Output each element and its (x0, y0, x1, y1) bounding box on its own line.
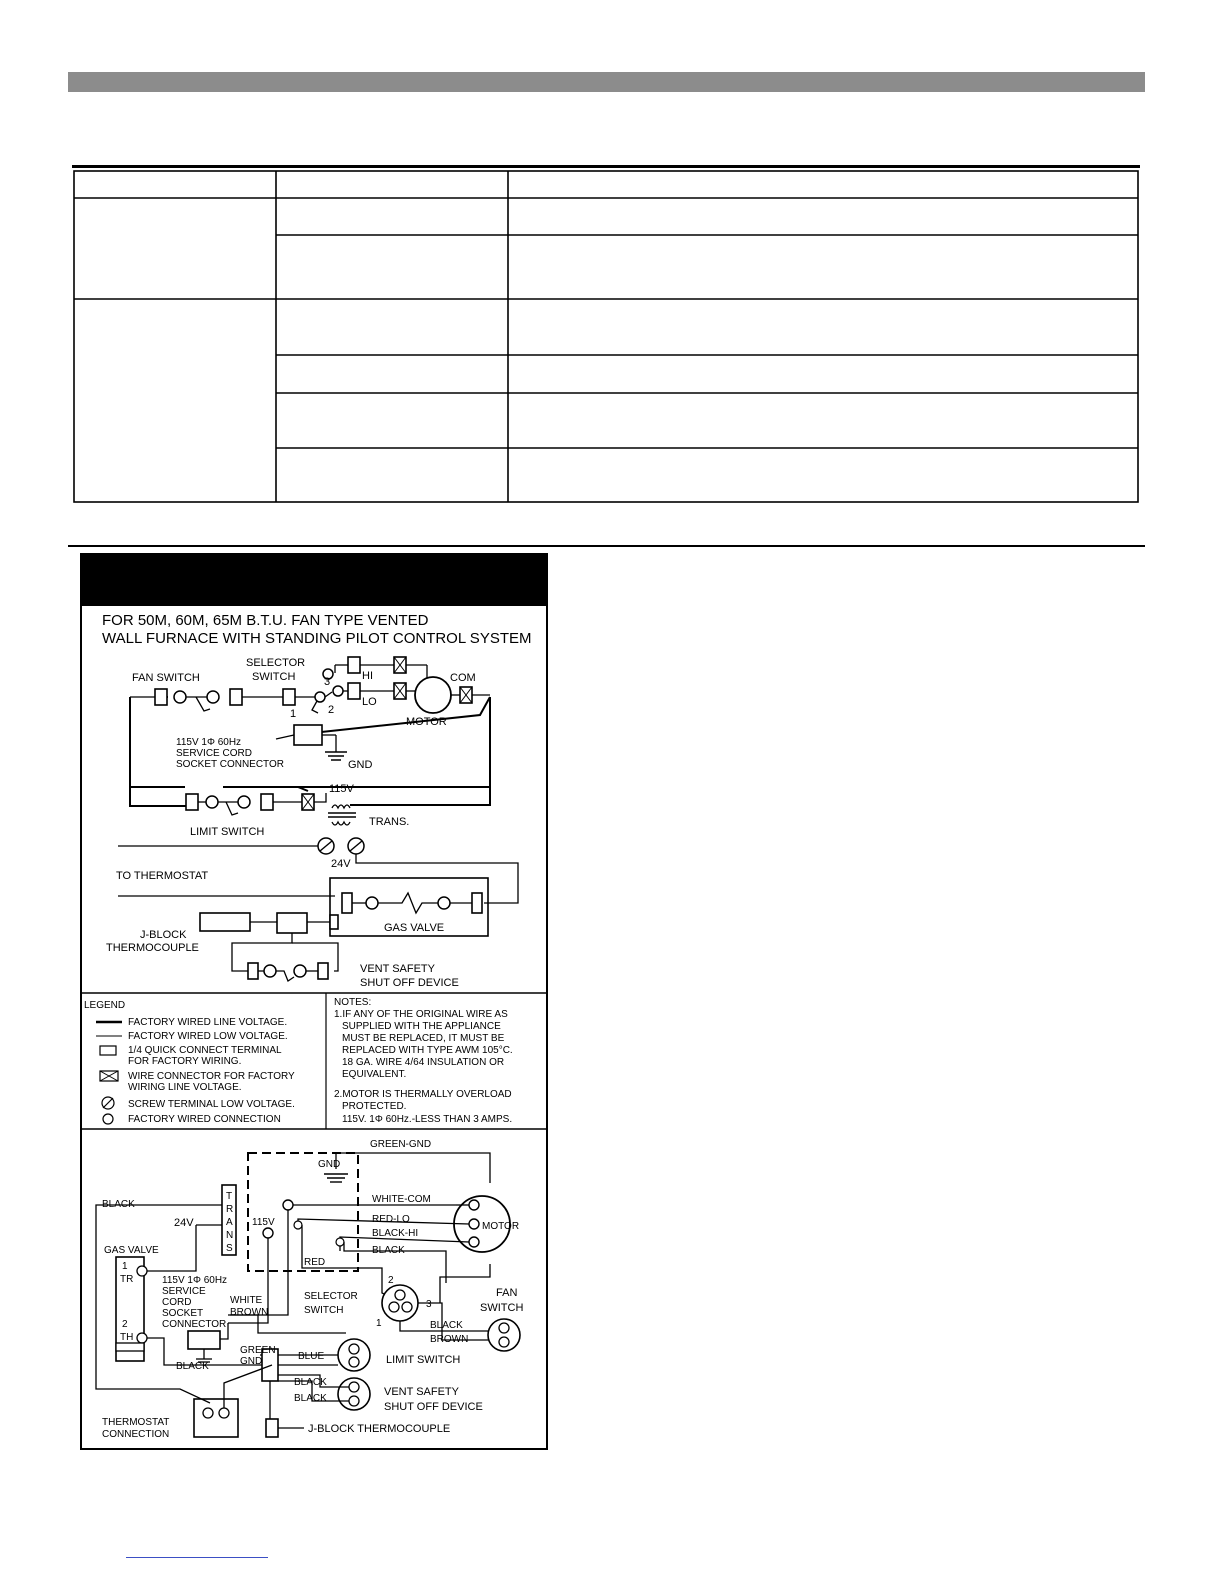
legend-item-screw-terminal: SCREW TERMINAL LOW VOLTAGE. (128, 1099, 295, 1110)
gas-valve-label: GAS VALVE (384, 922, 445, 934)
ladder-jblock-label: J-BLOCK THERMOCOUPLE (308, 1423, 451, 1435)
tr-num: 1 (122, 1261, 128, 1272)
limit-switch-label: LIMIT SWITCH (190, 826, 265, 838)
selector-pos-1: 1 (290, 708, 297, 720)
ladder-thermostat-2: CONNECTION (102, 1429, 170, 1440)
ladder-cord-2: SERVICE (162, 1286, 206, 1297)
ladder-black-label: BLACK (102, 1199, 135, 1210)
cord-label-2: SERVICE CORD (176, 748, 252, 759)
vent-label-2: SHUT OFF DEVICE (360, 977, 459, 989)
header-bar (68, 72, 1145, 92)
diagram-title-band (80, 553, 548, 606)
ladder-fan-2: SWITCH (480, 1302, 524, 1314)
white-com-label: WHITE-COM (372, 1194, 431, 1205)
note-line-1: 1.IF ANY OF THE ORIGINAL WIRE AS (334, 1009, 508, 1020)
ladder-black-5-label: BLACK (294, 1377, 327, 1388)
ladder-cord-1: 115V 1Φ 60Hz (162, 1275, 228, 1286)
ladder-vent-1: VENT SAFETY (384, 1386, 459, 1398)
legend (84, 1000, 295, 1125)
trans-letter-a: A (226, 1217, 233, 1228)
ladder-blue-label: BLUE (298, 1351, 325, 1362)
ladder-limit-switch-label: LIMIT SWITCH (386, 1354, 461, 1366)
wiring-diagram-panel (80, 553, 548, 1450)
ladder-labels (102, 1139, 523, 1440)
legend-title: LEGEND (84, 1000, 126, 1011)
diagram-title-line-2: WALL FURNACE WITH STANDING PILOT CONTROL SYSTEM (102, 630, 532, 647)
ladder-115v-label: 115V (252, 1217, 275, 1228)
ladder-selector-1: SELECTOR (304, 1291, 358, 1302)
trans-label: TRANS. (369, 816, 410, 828)
ladder-thermostat-1: THERMOSTAT (102, 1417, 170, 1428)
ladder-pos-1: 1 (376, 1318, 382, 1329)
ladder-white-label: WHITE (230, 1295, 263, 1306)
legend-item-line-voltage: FACTORY WIRED LINE VOLTAGE. (128, 1017, 288, 1028)
ladder-green-label: GREEN (240, 1345, 276, 1356)
legend-item-quick-connect: 1/4 QUICK CONNECT TERMINAL (128, 1045, 282, 1056)
notes (334, 997, 513, 1125)
115v-label: 115V (329, 783, 354, 795)
th-label: TH (120, 1332, 134, 1343)
trans-letter-t: T (226, 1191, 233, 1202)
ladder-black-4-label: BLACK (176, 1361, 209, 1372)
cord-label-1: 115V 1Φ 60Hz (176, 737, 242, 748)
hi-label: HI (362, 670, 373, 682)
legend-item-wire-connector-2: WIRING LINE VOLTAGE. (128, 1082, 242, 1093)
trans-letter-r: R (226, 1204, 234, 1215)
selector-pos-2: 2 (328, 704, 335, 716)
ladder-black-6-label: BLACK (294, 1393, 327, 1404)
24v-label: 24V (331, 858, 351, 870)
selector-switch-label-2: SWITCH (252, 671, 296, 683)
ladder-motor-label: MOTOR (482, 1221, 520, 1232)
note-line-2: SUPPLIED WITH THE APPLIANCE (342, 1021, 501, 1032)
note-line-6: EQUIVALENT. (342, 1069, 407, 1080)
to-thermostat-label: TO THERMOSTAT (116, 870, 209, 882)
notes-title: NOTES: (334, 997, 372, 1008)
red-lo-label: RED-LO (372, 1214, 410, 1225)
note-line-7: 2.MOTOR IS THERMALLY OVERLOAD (334, 1089, 512, 1100)
note-line-5: 18 GA. WIRE 4/64 INSULATION OR (342, 1057, 505, 1068)
lo-label: LO (362, 696, 377, 708)
jblock-label-2: THERMOCOUPLE (106, 942, 199, 954)
ladder-brown-label: BROWN (230, 1307, 269, 1318)
ladder-cord-5: CONNECTOR (162, 1319, 227, 1330)
ladder-gnd-2-label: GND (240, 1356, 263, 1367)
ladder-pos-3: 3 (426, 1299, 432, 1310)
ladder-selector-2: SWITCH (304, 1305, 344, 1316)
ladder-24v-label: 24V (174, 1217, 194, 1229)
page-link-underline[interactable] (126, 1557, 268, 1558)
gnd-label: GND (348, 759, 373, 771)
com-label: COM (450, 672, 476, 684)
selector-pos-3: 3 (324, 676, 331, 688)
note-line-3: MUST BE REPLACED, IT MUST BE (342, 1033, 505, 1044)
ladder-gas-valve-label: GAS VALVE (104, 1245, 159, 1256)
ladder-black-3-label: BLACK (430, 1320, 463, 1331)
trans-letter-n: N (226, 1230, 234, 1241)
diagram-title-line-1: FOR 50M, 60M, 65M B.T.U. FAN TYPE VENTED (102, 612, 429, 629)
section-divider (68, 545, 1145, 547)
legend-item-quick-connect-2: FOR FACTORY WIRING. (128, 1056, 242, 1067)
motor-label: MOTOR (406, 716, 447, 728)
ladder-gnd-label: GND (318, 1159, 341, 1170)
ladder-cord-4: SOCKET (162, 1308, 204, 1319)
green-gnd-label: GREEN-GND (370, 1139, 432, 1150)
note-line-8: PROTECTED. (342, 1101, 407, 1112)
legend-item-factory-connection: FACTORY WIRED CONNECTION (128, 1114, 281, 1125)
note-line-9: 115V. 1Φ 60Hz.-LESS THAN 3 AMPS. (342, 1114, 513, 1125)
ladder-brown-2-label: BROWN (430, 1334, 469, 1345)
legend-item-low-voltage: FACTORY WIRED LOW VOLTAGE. (128, 1031, 288, 1042)
cord-label-3: SOCKET CONNECTOR (176, 759, 284, 770)
vent-label-1: VENT SAFETY (360, 963, 435, 975)
selector-switch-label: SELECTOR (246, 657, 306, 669)
fan-switch-label: FAN SWITCH (132, 672, 200, 684)
legend-item-wire-connector: WIRE CONNECTOR FOR FACTORY (128, 1071, 295, 1082)
note-line-4: REPLACED WITH TYPE AWM 105°C. (342, 1045, 513, 1056)
th-num: 2 (122, 1319, 128, 1330)
tr-label: TR (120, 1274, 134, 1285)
ladder-pos-2: 2 (388, 1275, 394, 1286)
ladder-cord-3: CORD (162, 1297, 192, 1308)
ladder-fan-1: FAN (496, 1287, 518, 1299)
ladder-vent-2: SHUT OFF DEVICE (384, 1401, 483, 1413)
trans-letter-s: S (226, 1243, 233, 1254)
ladder-red-label: RED (304, 1257, 326, 1268)
black-hi-label: BLACK-HI (372, 1228, 419, 1239)
jblock-label-1: J-BLOCK (140, 929, 187, 941)
ladder-black-2-label: BLACK (372, 1245, 405, 1256)
troubleshooting-table (72, 165, 1140, 503)
